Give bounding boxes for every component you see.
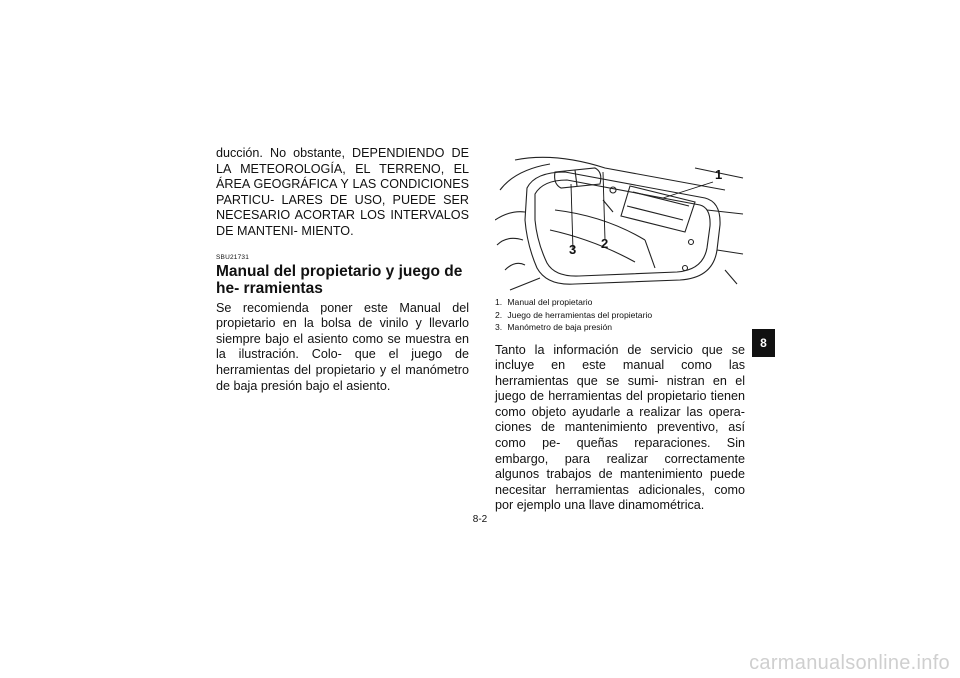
section-code: SBU21731 [216, 253, 250, 261]
caption-number: 1. [495, 297, 503, 307]
callout-3: 3 [569, 242, 577, 257]
callout-1: 1 [715, 167, 723, 182]
caption-text: Manómetro de baja presión [507, 322, 613, 332]
tools-paragraph: Se recomienda poner este Manual del propietario en la bolsa de vinilo y llevarlo siempre bajo el asiento como se muestra en la ilustración. Colo- que el juego de herramientas del propietario y el manómetro de baja presión bajo el asiento. [216, 300, 469, 393]
under-seat-illustration [495, 150, 745, 293]
left-column [216, 146, 469, 394]
section-heading: Manual del propietario y juego de he- rramientas [216, 262, 463, 297]
caption-text: Manual del propietario [507, 297, 593, 307]
caption-item [495, 321, 745, 334]
caption-number: 3. [495, 322, 503, 332]
illustration-drawing [495, 150, 745, 293]
caption-item [495, 309, 745, 322]
watermark: carmanualsonline.info [749, 652, 950, 674]
caption-text: Juego de herramientas del propietario [507, 309, 653, 320]
intro-paragraph: ducción. No obstante, DEPENDIENDO DE LA METEOROLOGÍA, EL TERRENO, EL ÁREA GEOGRÁFICA Y LAS CONDICIONES PARTICU- LARES DE USO, PUEDE SER NECESARIO ACORTAR LOS INTERVALOS DE MANTENI- MIENTO. [216, 146, 469, 238]
figure-captions [495, 296, 745, 334]
caption-number: 2. [495, 309, 503, 320]
caption-item [495, 296, 745, 309]
callout-2: 2 [601, 236, 609, 251]
service-paragraph: Tanto la información de servicio que se incluye en este manual como las herramientas que se sumi- nistran en el juego de herramientas del propietario tienen como objeto ayudarle a realizar las opera- ciones de mantenimiento preventivo, así como pe- queñas reparaciones. Sin embargo, para realizar correctamente algunos trabajos de mantenimiento puede necesitar herramientas adicionales, como por ejemplo una llave dinamométrica. [495, 342, 745, 513]
chapter-tab: 8 [752, 329, 775, 357]
page-number: 8-2 [472, 514, 488, 525]
right-column [495, 150, 745, 514]
